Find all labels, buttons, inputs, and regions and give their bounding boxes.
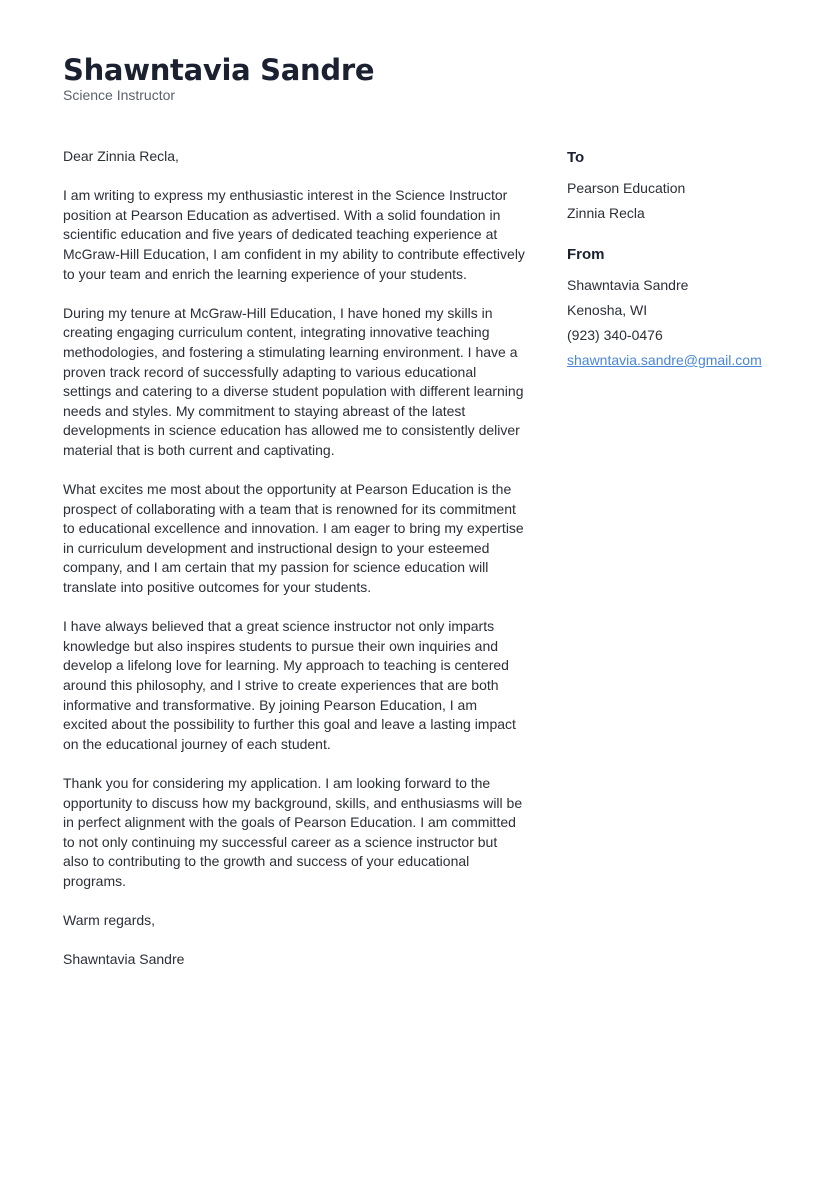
closing: Warm regards,	[63, 912, 156, 929]
signature: Shawntavia Sandre	[63, 951, 185, 968]
sender-name-heading: Shawntavia Sandre	[63, 53, 375, 87]
letter-body	[63, 147, 525, 990]
contact-sidebar	[567, 148, 787, 392]
sender-email-link[interactable]: shawntavia.sandre@gmail.com	[567, 352, 762, 368]
paragraph-2: During my tenure at McGraw-Hill Education, I have honed my skills in creating engaging curriculum content, integrating innovative teaching methodologies, and fostering a stimulating learning environment. I have a proven track record of successfully adapting to various educational settings and catering to a diverse student population with different learning needs and styles. My commitment to staying abreast of the latest developments in science education has allowed me to consistently deliver material that is both current and captivating.	[63, 304, 524, 458]
to-section	[567, 148, 787, 226]
from-section	[567, 245, 787, 373]
paragraph-5: Thank you for considering my application. I am looking forward to the opportunity to discuss how my background, skills, and enthusiasms will be in perfect alignment with the goals of Pearson Education. I am committed to not only continuing my successful career as a science instructor but also to contributing to the growth and success of your educational programs.	[63, 775, 523, 889]
from-heading: From	[567, 246, 605, 263]
letter-header	[63, 52, 374, 103]
sender-name: Shawntavia Sandre	[567, 277, 689, 293]
paragraph-3: What excites me most about the opportunity at Pearson Education is the prospect of collaborating with a team that is renowned for its commitment to educational excellence and innovation. I am eager to bring my expertise in curriculum development and instructional design to your esteemed company, and I am certain that my passion for science education will translate into positive outcomes for your students.	[63, 481, 524, 596]
paragraph-1: I am writing to express my enthusiastic interest in the Science Instructor position at Pearson Education as advertised. With a solid foundation in scientific education and five years of dedicated teaching experience at McGraw-Hill Education, I am confident in my ability to contribute effectively to your team and enrich the learning experience of your students.	[63, 187, 525, 282]
recipient-name: Zinnia Recla	[567, 205, 645, 221]
to-heading: To	[567, 149, 585, 166]
recipient-company: Pearson Education	[567, 180, 686, 196]
salutation: Dear Zinnia Recla,	[63, 148, 179, 164]
sender-phone: (923) 340-0476	[567, 327, 663, 343]
sender-job-title: Science Instructor	[63, 87, 176, 103]
paragraph-4: I have always believed that a great science instructor not only imparts knowledge but also inspires students to pursue their own inquiries and develop a lifelong love for learning. My approach to teaching is centered around this philosophy, and I strive to create experiences that are both informative and transformative. By joining Pearson Education, I am excited about the possibility to further this goal and leave a lasting impact on the educational journey of each student.	[63, 618, 516, 752]
sender-location: Kenosha, WI	[567, 302, 648, 318]
